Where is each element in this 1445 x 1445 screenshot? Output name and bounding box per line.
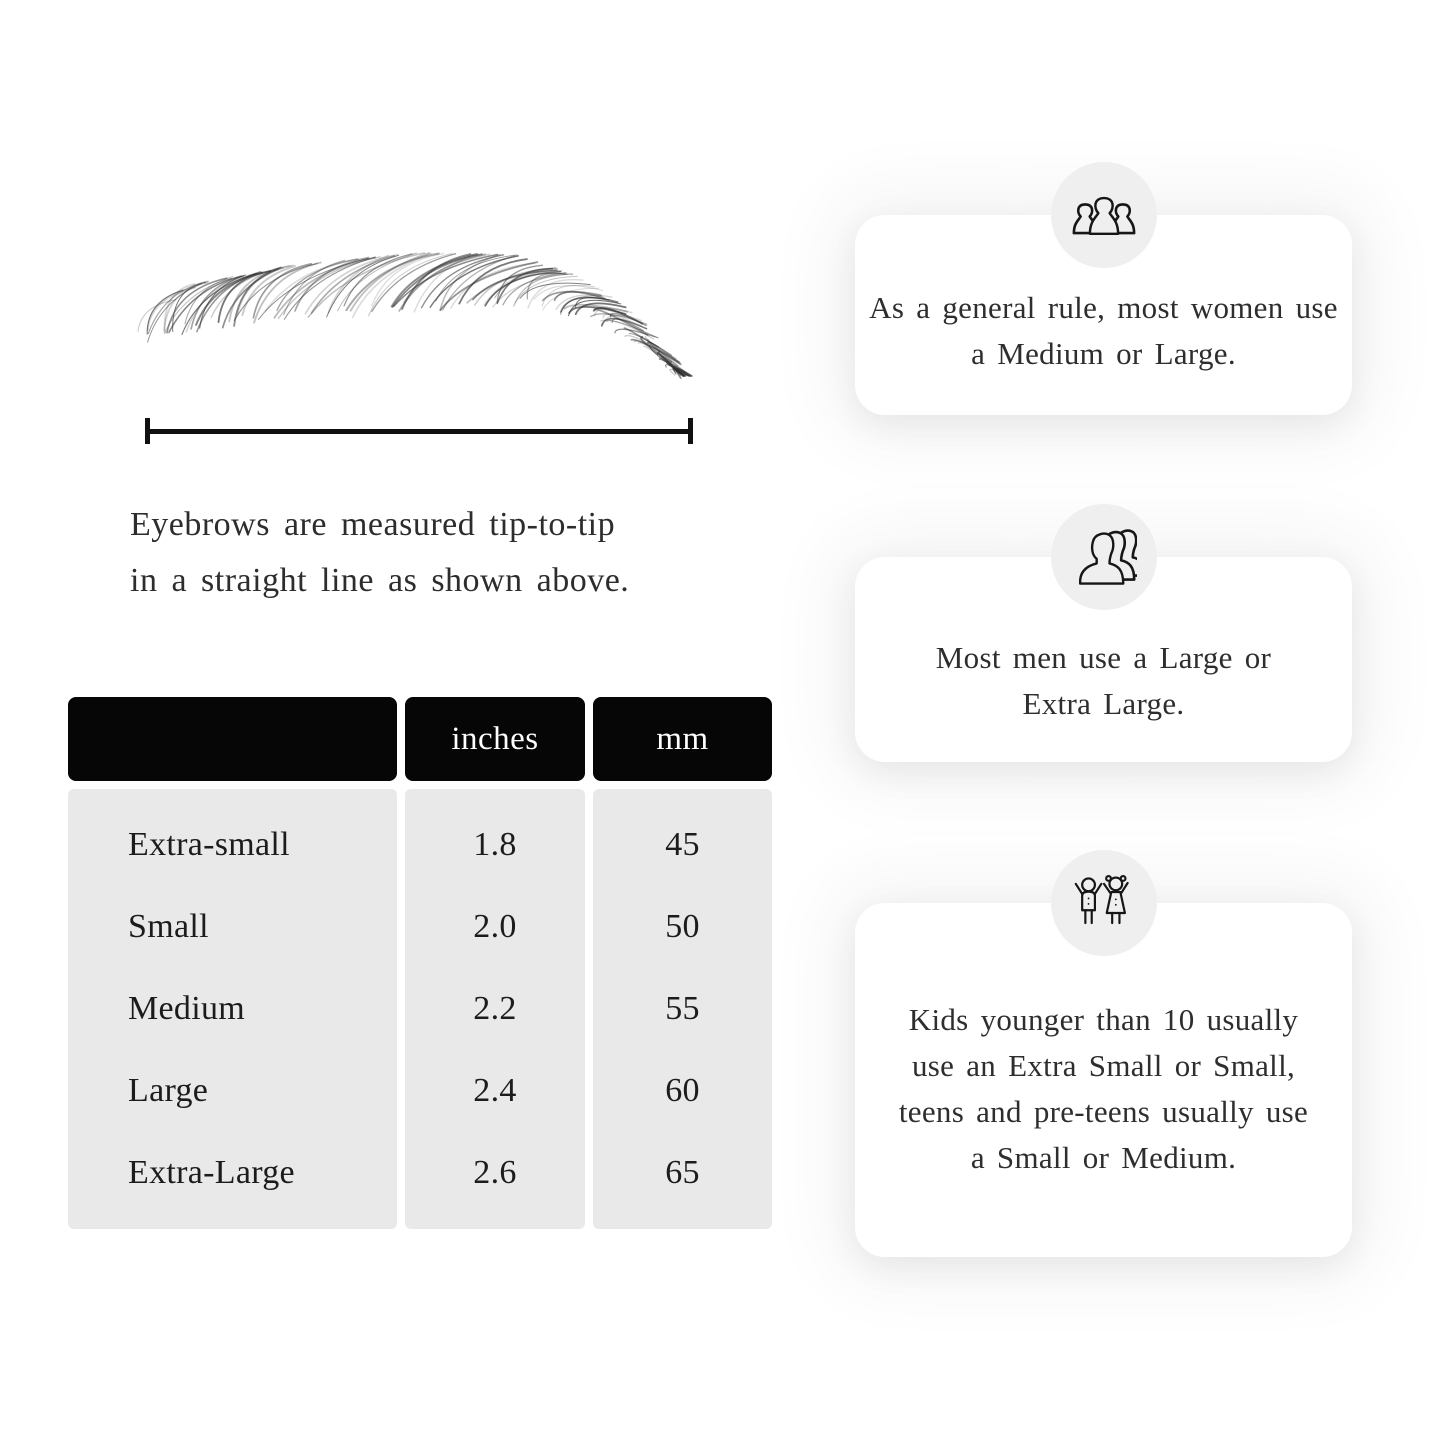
table-cell-mm: 50 [665,908,700,945]
men-icon-circle [1051,504,1157,610]
info-card-women-text: As a general rule, most women use a Medium or Large. [869,290,1338,371]
size-table [68,697,772,1229]
info-card-kids [855,903,1352,1257]
children-icon [1073,873,1135,933]
size-table-header-inches: inches [405,697,585,781]
measurement-caption [130,497,750,609]
table-cell-inches: 2.2 [473,990,517,1027]
measurement-caption-line1: Eyebrows are measured tip-to-tip [130,506,616,543]
size-table-header-mm: mm [593,697,772,781]
women-group-icon [1072,192,1136,238]
table-cell-inches: 2.6 [473,1154,517,1191]
table-cell-mm: 65 [665,1154,700,1191]
table-cell-mm: 45 [665,826,700,863]
measurement-line-right-cap [688,418,693,444]
table-row-label: Small [128,908,209,945]
table-row-label: Medium [128,990,246,1027]
size-table-mm-column [593,789,772,1229]
measurement-caption-line2: in a straight line as shown above. [130,562,630,599]
men-group-icon [1071,528,1137,586]
measurement-line [145,418,693,444]
table-row-label: Extra-Large [128,1154,295,1191]
measurement-line-bar [145,429,693,434]
table-cell-inches: 1.8 [473,826,517,863]
table-row-label: Large [128,1072,209,1109]
table-cell-mm: 60 [665,1072,700,1109]
eyebrow-sketch [118,238,698,396]
info-card-kids-text: Kids younger than 10 usually use an Extra Small or Small, teens and pre-teens usually use a Small or Medium. [898,1002,1309,1175]
size-table-header-name [68,697,397,781]
size-table-name-column [68,789,397,1229]
info-card-women [855,215,1352,415]
info-card-men-text: Most men use a Large or Extra Large. [935,640,1272,721]
table-cell-inches: 2.0 [473,908,517,945]
women-icon-circle [1051,162,1157,268]
info-card-men [855,557,1352,762]
table-row-label: Extra-small [128,826,290,863]
kids-icon-circle [1051,850,1157,956]
table-cell-mm: 55 [665,990,700,1027]
table-cell-inches: 2.4 [473,1072,517,1109]
size-table-inches-column [405,789,585,1229]
